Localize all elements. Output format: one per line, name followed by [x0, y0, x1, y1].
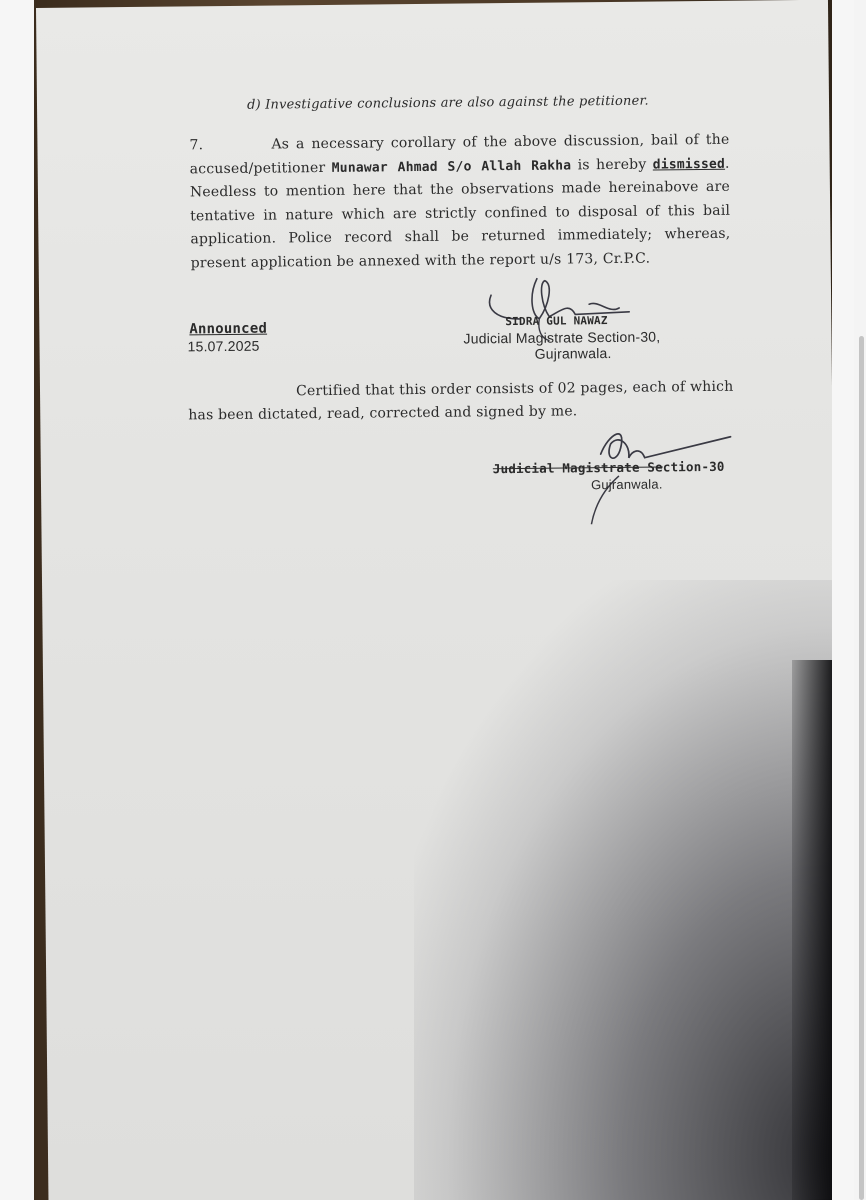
paragraph-intro: As a necessary corollary of the above discussion, bail of the accused/petitioner: [189, 131, 730, 177]
certification-body: Certified that this order consists of 02 pages, each of which has been dictated, read, corrected and signed by me.: [188, 378, 734, 424]
shadow-edge: [792, 660, 832, 1200]
paragraph-is-hereby: is hereby: [577, 156, 647, 173]
announced-label: Announced: [189, 320, 268, 338]
dismissed-word: dismissed: [652, 156, 726, 173]
signatory-place: Gujranwala.: [534, 344, 612, 362]
document-photo: [34, 0, 832, 1200]
paragraph-7: [189, 129, 730, 276]
paragraph-rest: . Needless to mention here that the observations made hereinabove are tentative in nature which are strictly confined to disposal of this bail application. Police record shall be returned immediately; whereas, present application be annexed with the report u/s 173, Cr.P.C.: [189, 155, 731, 271]
signatory-title-2: [493, 459, 725, 476]
scrollbar-track[interactable]: [854, 0, 866, 1200]
item-d: d) Investigative conclusions are also against the petitioner.: [246, 93, 649, 113]
signatory-title-2-strike: Judicial Magistrate Se: [492, 459, 663, 477]
signatory-place-2: Gujranwala.: [590, 476, 663, 493]
paper-sheet: [36, 0, 832, 1200]
paragraph-number: 7.: [189, 137, 204, 154]
announced-date: 15.07.2025: [187, 337, 260, 355]
signatory-title-2-rest: ction-30: [662, 458, 725, 475]
scrollbar-thumb[interactable]: [859, 336, 864, 1200]
accused-name: Munawar Ahmad S/o Allah Rakha: [331, 157, 572, 176]
signatory-title: Judicial Magistrate Section-30,: [463, 328, 661, 347]
signatory-name: SIDRA GUL NAWAZ: [505, 314, 608, 329]
